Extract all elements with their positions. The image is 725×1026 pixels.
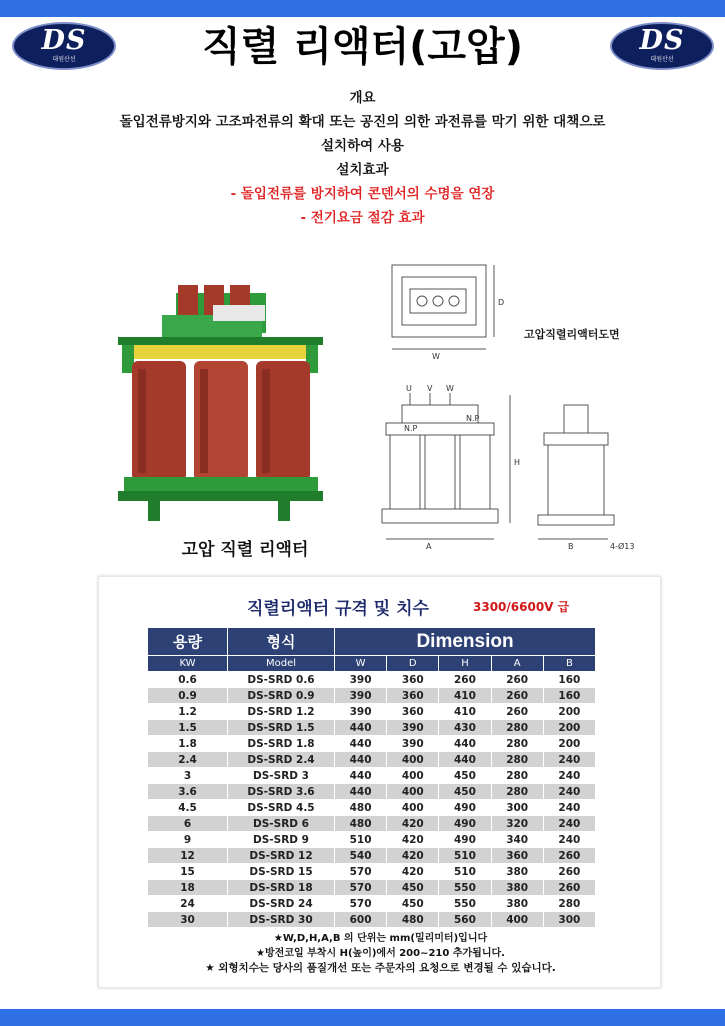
table-cell: 15 xyxy=(148,864,228,880)
table-cell: 600 xyxy=(335,912,387,928)
table-cell: DS-SRD 15 xyxy=(228,864,335,880)
table-cell: 400 xyxy=(491,912,543,928)
table-cell: 1.8 xyxy=(148,736,228,752)
table-cell: DS-SRD 0.6 xyxy=(228,672,335,688)
table-row xyxy=(148,688,596,704)
top-bar xyxy=(0,0,725,17)
intro-purpose: 돌입전류방지와 고조파전류의 확대 또는 공진의 의한 과전류를 막기 위한 대책으로 xyxy=(119,114,606,130)
table-cell: 440 xyxy=(335,752,387,768)
table-cell: 410 xyxy=(439,704,491,720)
table-subheader-row xyxy=(148,656,596,672)
dim-a-label: A xyxy=(426,542,432,551)
bottom-bar xyxy=(0,1009,725,1026)
np-label-1: N.P xyxy=(404,424,418,433)
table-row xyxy=(148,896,596,912)
table-cell: 0.9 xyxy=(148,688,228,704)
table-cell: 260 xyxy=(491,672,543,688)
table-cell: DS-SRD 1.8 xyxy=(228,736,335,752)
note-units: ★W,D,H,A,B 의 단위는 mm(밀리미터)입니다 xyxy=(273,933,488,944)
table-cell: 1.2 xyxy=(148,704,228,720)
table-cell: 280 xyxy=(491,736,543,752)
table-row xyxy=(148,880,596,896)
table-cell: 380 xyxy=(491,864,543,880)
table-body xyxy=(148,672,596,928)
table-cell: 410 xyxy=(439,688,491,704)
table-cell: 260 xyxy=(543,880,595,896)
table-cell: 280 xyxy=(491,784,543,800)
dim-b-label: B xyxy=(568,542,574,551)
table-cell: 280 xyxy=(543,896,595,912)
table-cell: 3.6 xyxy=(148,784,228,800)
table-row xyxy=(148,720,596,736)
table-cell: 440 xyxy=(439,736,491,752)
terminal-u-label: U xyxy=(406,384,412,393)
table-cell: 0.6 xyxy=(148,672,228,688)
header-model: 형식 xyxy=(228,628,335,656)
subheader-cell: Model xyxy=(228,656,335,672)
subheader-cell: B xyxy=(543,656,595,672)
table-cell: 440 xyxy=(335,784,387,800)
header-capacity: 용량 xyxy=(148,628,228,656)
table-row xyxy=(148,672,596,688)
table-cell: 420 xyxy=(387,816,439,832)
terminal-w-label: W xyxy=(446,384,454,393)
table-cell: 440 xyxy=(335,768,387,784)
table-cell: DS-SRD 4.5 xyxy=(228,800,335,816)
table-row xyxy=(148,832,596,848)
table-cell: DS-SRD 1.2 xyxy=(228,704,335,720)
table-cell: 510 xyxy=(439,848,491,864)
table-cell: 390 xyxy=(387,720,439,736)
table-grade: 3300/6600V 급 xyxy=(473,600,570,614)
table-cell: DS-SRD 3 xyxy=(228,768,335,784)
table-cell: 260 xyxy=(543,848,595,864)
table-cell: 510 xyxy=(335,832,387,848)
table-cell: 300 xyxy=(491,800,543,816)
ds-logo-right xyxy=(610,22,714,70)
table-cell: 360 xyxy=(387,688,439,704)
table-cell: 570 xyxy=(335,864,387,880)
table-cell: 390 xyxy=(335,672,387,688)
subheader-cell: D xyxy=(387,656,439,672)
table-cell: 490 xyxy=(439,816,491,832)
np-label-2: N.P xyxy=(466,414,480,423)
table-cell: 380 xyxy=(491,896,543,912)
table-cell: 9 xyxy=(148,832,228,848)
table-cell: 240 xyxy=(543,752,595,768)
table-cell: 160 xyxy=(543,672,595,688)
table-cell: 420 xyxy=(387,832,439,848)
page-title: 직렬 리액터(고압) xyxy=(202,24,523,70)
note-discharge-coil: ★방전코일 부착시 H(높이)에서 200~210 추가됩니다. xyxy=(256,948,505,959)
table-cell: DS-SRD 24 xyxy=(228,896,335,912)
table-cell: 420 xyxy=(387,848,439,864)
table-cell: 420 xyxy=(387,864,439,880)
table-cell: DS-SRD 0.9 xyxy=(228,688,335,704)
drawing-caption: 고압직렬리액터도면 xyxy=(524,328,620,341)
table-cell: 340 xyxy=(491,832,543,848)
table-cell: DS-SRD 18 xyxy=(228,880,335,896)
table-row xyxy=(148,736,596,752)
table-cell: 400 xyxy=(387,784,439,800)
logo-sub: 대원산선 xyxy=(52,56,76,63)
table-cell: 360 xyxy=(491,848,543,864)
table-cell: 570 xyxy=(335,880,387,896)
table-cell: 260 xyxy=(439,672,491,688)
intro-section xyxy=(40,86,685,230)
table-header-row xyxy=(148,628,596,656)
table-row xyxy=(148,864,596,880)
table-cell: DS-SRD 6 xyxy=(228,816,335,832)
table-row xyxy=(148,752,596,768)
table-cell: 280 xyxy=(491,720,543,736)
table-cell: 540 xyxy=(335,848,387,864)
table-row xyxy=(148,848,596,864)
table-cell: 200 xyxy=(543,736,595,752)
table-cell: DS-SRD 2.4 xyxy=(228,752,335,768)
table-row xyxy=(148,784,596,800)
table-cell: 400 xyxy=(387,752,439,768)
table-cell: DS-SRD 9 xyxy=(228,832,335,848)
table-cell: 280 xyxy=(491,768,543,784)
table-cell: 450 xyxy=(387,880,439,896)
table-cell: 200 xyxy=(543,704,595,720)
logo-sub: 대원산선 xyxy=(650,56,674,63)
table-cell: 12 xyxy=(148,848,228,864)
table-cell: 160 xyxy=(543,688,595,704)
table-row xyxy=(148,800,596,816)
dimension-drawing xyxy=(370,255,640,555)
table-row xyxy=(148,912,596,928)
table-cell: 3 xyxy=(148,768,228,784)
effect-1: - 돌입전류를 방지하여 콘덴서의 수명을 연장 xyxy=(230,186,495,202)
table-cell: 390 xyxy=(335,704,387,720)
table-cell: 4.5 xyxy=(148,800,228,816)
table-cell: 30 xyxy=(148,912,228,928)
table-cell: 280 xyxy=(491,752,543,768)
subheader-cell: H xyxy=(439,656,491,672)
dim-h-label: H xyxy=(514,458,521,467)
table-cell: 400 xyxy=(387,768,439,784)
table-row xyxy=(148,768,596,784)
subheader-cell: A xyxy=(491,656,543,672)
dim-d-label: D xyxy=(498,298,505,307)
reactor-photo xyxy=(118,285,323,525)
table-cell: 480 xyxy=(335,800,387,816)
table-cell: 2.4 xyxy=(148,752,228,768)
table-cell: 490 xyxy=(439,832,491,848)
table-row xyxy=(148,704,596,720)
terminal-v-label: V xyxy=(427,384,433,393)
table-cell: 440 xyxy=(439,752,491,768)
dim-w-label: W xyxy=(432,352,440,361)
ds-logo-left xyxy=(12,22,116,70)
table-cell: 24 xyxy=(148,896,228,912)
table-cell: 450 xyxy=(439,784,491,800)
intro-heading: 개요 xyxy=(349,90,376,106)
spec-table xyxy=(147,627,596,928)
note-change: ★ 외형치수는 당사의 품질개선 또는 주문자의 요청으로 변경될 수 있습니다. xyxy=(205,962,556,974)
photo-caption: 고압 직렬 리액터 xyxy=(181,540,309,560)
table-cell: 560 xyxy=(439,912,491,928)
table-cell: 440 xyxy=(335,736,387,752)
table-cell: 240 xyxy=(543,832,595,848)
logo-mark: DS xyxy=(41,25,87,56)
effects-heading: 설치효과 xyxy=(336,162,389,178)
table-cell: 480 xyxy=(387,912,439,928)
table-cell: 240 xyxy=(543,768,595,784)
table-cell: 510 xyxy=(439,864,491,880)
table-cell: 550 xyxy=(439,880,491,896)
table-cell: 240 xyxy=(543,816,595,832)
table-cell: 450 xyxy=(439,768,491,784)
table-cell: 360 xyxy=(387,704,439,720)
logo-mark: DS xyxy=(639,25,685,56)
table-cell: 430 xyxy=(439,720,491,736)
table-cell: DS-SRD 1.5 xyxy=(228,720,335,736)
table-cell: 480 xyxy=(335,816,387,832)
table-cell: 390 xyxy=(387,736,439,752)
table-cell: 260 xyxy=(491,704,543,720)
table-cell: 360 xyxy=(387,672,439,688)
table-cell: 550 xyxy=(439,896,491,912)
table-cell: 440 xyxy=(335,720,387,736)
table-cell: 1.5 xyxy=(148,720,228,736)
table-cell: 6 xyxy=(148,816,228,832)
table-cell: 400 xyxy=(387,800,439,816)
table-title: 직렬리액터 규격 및 치수 xyxy=(247,599,429,619)
table-cell: 570 xyxy=(335,896,387,912)
table-cell: 380 xyxy=(491,880,543,896)
table-cell: 320 xyxy=(491,816,543,832)
table-cell: 260 xyxy=(491,688,543,704)
table-cell: DS-SRD 30 xyxy=(228,912,335,928)
subheader-cell: KW xyxy=(148,656,228,672)
table-cell: 390 xyxy=(335,688,387,704)
table-cell: 300 xyxy=(543,912,595,928)
subheader-cell: W xyxy=(335,656,387,672)
table-row xyxy=(148,816,596,832)
table-cell: 450 xyxy=(387,896,439,912)
table-cell: 260 xyxy=(543,864,595,880)
mounting-hole-label: 4-Ø13 xyxy=(610,542,635,551)
table-cell: 240 xyxy=(543,784,595,800)
table-cell: DS-SRD 3.6 xyxy=(228,784,335,800)
intro-purpose-cont: 설치하여 사용 xyxy=(321,138,404,154)
table-notes xyxy=(99,931,662,976)
spec-panel xyxy=(98,576,661,988)
table-cell: 490 xyxy=(439,800,491,816)
header-dimension: Dimension xyxy=(335,628,596,656)
table-cell: DS-SRD 12 xyxy=(228,848,335,864)
table-cell: 200 xyxy=(543,720,595,736)
table-cell: 240 xyxy=(543,800,595,816)
effect-2: - 전기요금 절감 효과 xyxy=(300,210,425,226)
table-cell: 18 xyxy=(148,880,228,896)
